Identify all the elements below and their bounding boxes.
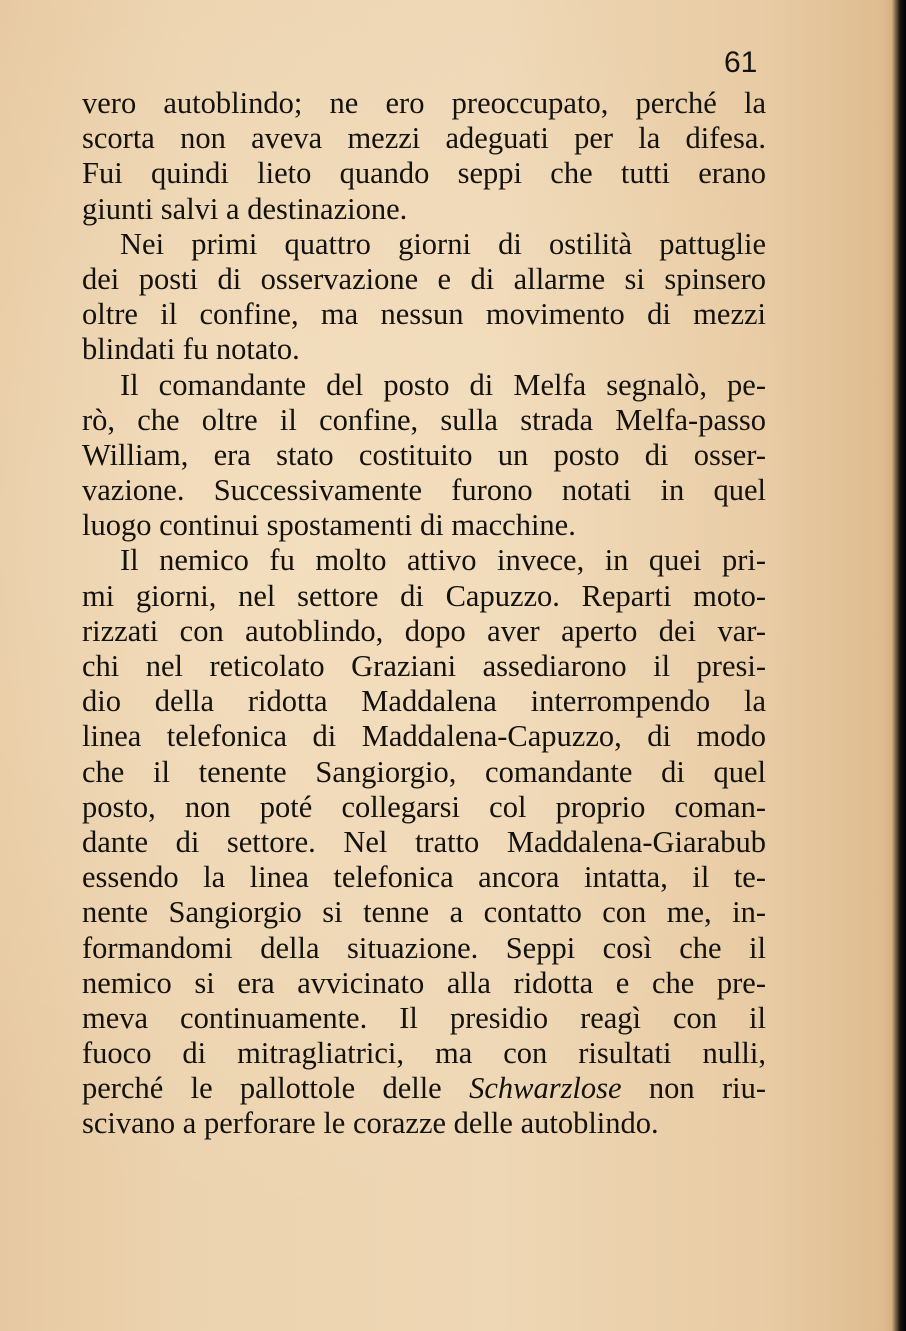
- page-number: 61: [724, 46, 758, 79]
- text-line: Fui quindi lieto quando seppi che tutti erano: [82, 156, 766, 191]
- text-line: luogo continui spostamenti di macchine.: [82, 508, 576, 543]
- text-line: chi nel reticolato Graziani assediarono il presi-: [82, 649, 766, 683]
- text-line: rizzati con autoblindo, dopo aver aperto dei var-: [82, 613, 766, 648]
- text-line: dei posti di osservazione e di allarme si spinsero: [82, 261, 766, 296]
- text-line: scorta non aveva mezzi adeguati per la difesa.: [82, 121, 766, 156]
- text-line: giunti salvi a destinazione.: [82, 191, 408, 226]
- text-line: [82, 1071, 766, 1106]
- text-line: scivano a perforare le corazze delle autoblindo.: [82, 1106, 659, 1141]
- text-line: oltre il confine, ma nessun movimento di mezzi: [82, 297, 766, 332]
- text-line: linea telefonica di Maddalena-Capuzzo, di modo: [82, 719, 766, 754]
- text-line: Il nemico fu molto attivo invece, in quei pri-: [120, 543, 766, 578]
- page-edge-shadow: [882, 0, 906, 1331]
- text-line: mi giorni, nel settore di Capuzzo. Reparti moto-: [82, 578, 766, 613]
- text-line: nemico si era avvicinato alla ridotta e che pre-: [82, 965, 766, 1000]
- text-line: posto, non poté collegarsi col proprio coman-: [82, 789, 766, 824]
- text-line: meva continuamente. Il presidio reagì con il: [82, 1000, 766, 1035]
- text-line: fuoco di mitragliatrici, ma con risultati nulli,: [82, 1036, 766, 1071]
- text-line: dio della ridotta Maddalena interrompendo la: [82, 684, 766, 719]
- text-line: dante di settore. Nel tratto Maddalena-Giarabub: [82, 824, 766, 859]
- text-line: William, era stato costituito un posto di osser-: [82, 437, 766, 472]
- text-line: nente Sangiorgio si tenne a contatto con me, in-: [82, 895, 766, 930]
- text-line: vazione. Successivamente furono notati in quel: [82, 473, 766, 508]
- text-line: che il tenente Sangiorgio, comandante di quel: [82, 754, 766, 789]
- text-line: essendo la linea telefonica ancora intatta, il te-: [82, 860, 766, 895]
- text-line: vero autoblindo; ne ero preoccupato, perché la: [82, 86, 766, 120]
- text-line: Nei primi quattro giorni di ostilità pattuglie: [120, 226, 766, 261]
- text-segment: perché le pallottole delle: [82, 1071, 470, 1106]
- italic-term: Schwarzlose: [469, 1071, 622, 1106]
- text-line: formandomi della situazione. Seppi così che il: [82, 930, 766, 965]
- text-segment: non riu-: [621, 1071, 767, 1106]
- text-line: blindati fu notato.: [82, 332, 300, 367]
- text-line: Il comandante del posto di Melfa segnalò, pe-: [120, 367, 766, 402]
- body-text: [82, 86, 766, 1142]
- text-line: rò, che oltre il confine, sulla strada Melfa-passo: [82, 402, 766, 437]
